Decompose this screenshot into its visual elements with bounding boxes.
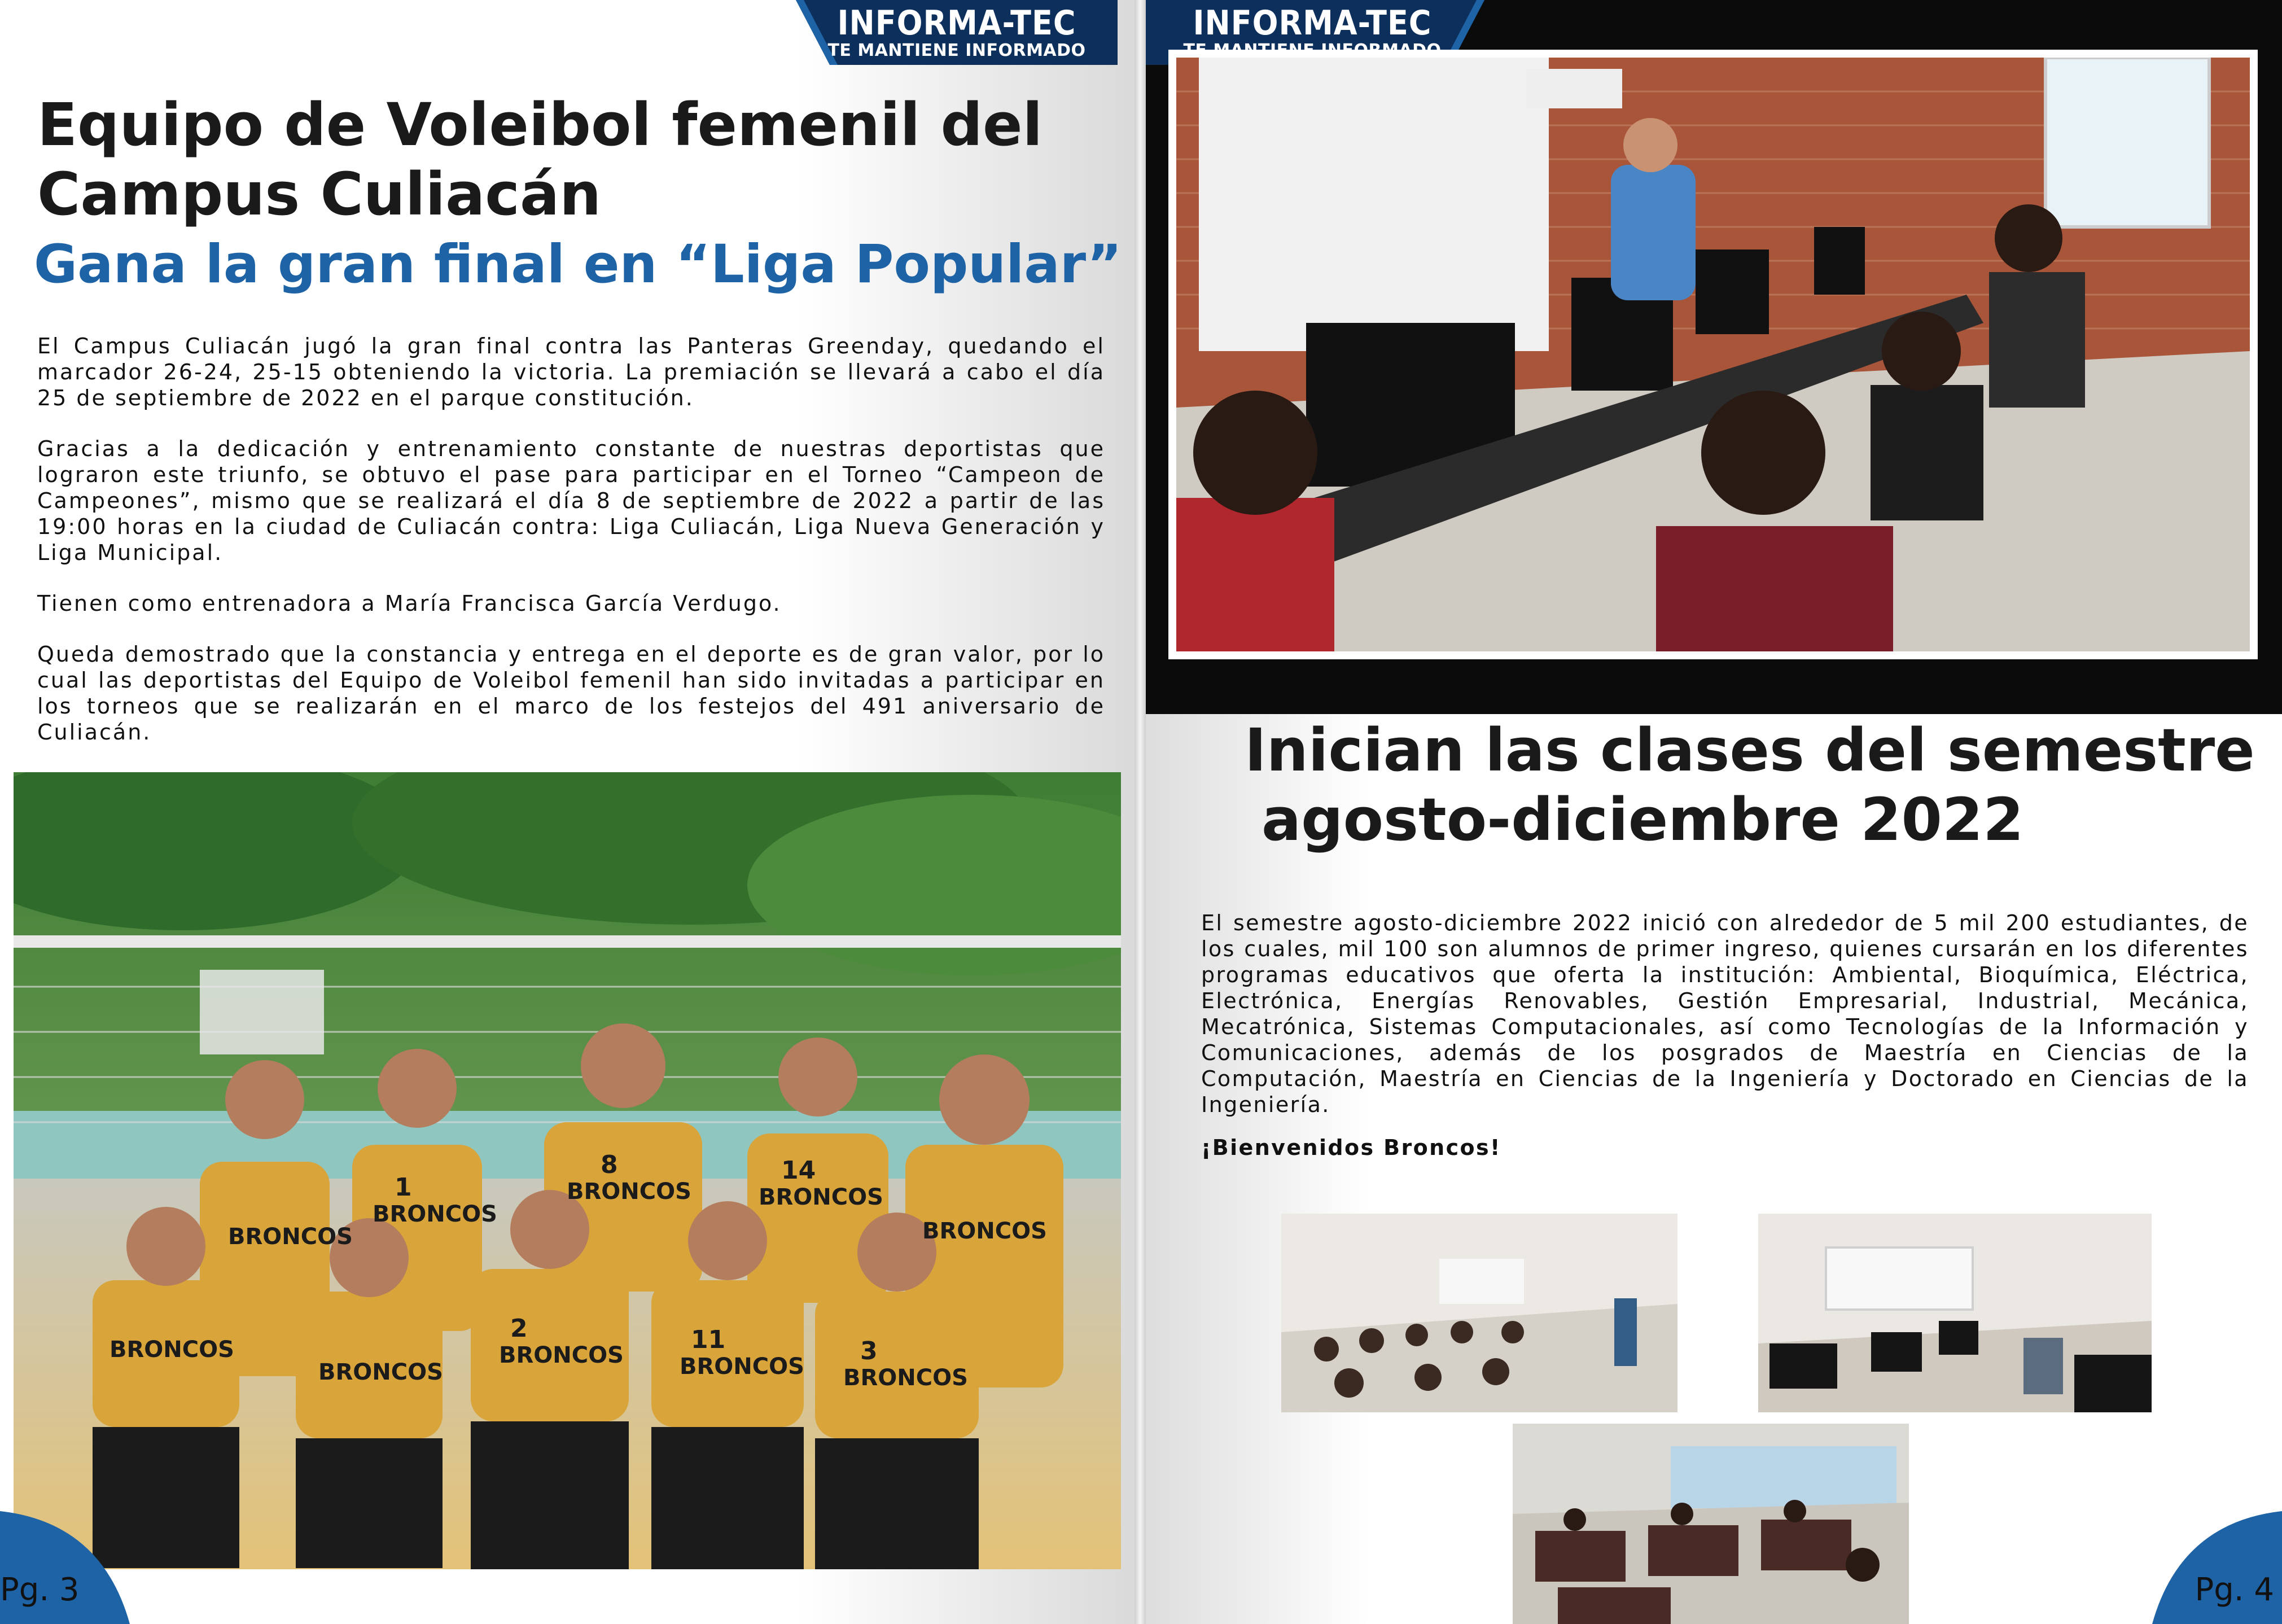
article-subtitle-volleyball: Gana la gran final en “Liga Popular” <box>34 234 1122 295</box>
page-spine <box>1135 0 1146 1624</box>
right-page <box>1140 0 2282 1624</box>
jersey-label-9: BRONCOS <box>109 1337 234 1363</box>
paragraph-3: Tienen como entrenadora a María Francisca García Verdugo. <box>37 591 782 616</box>
classroom-main-photo <box>1168 50 2258 659</box>
jersey-label-10: BRONCOS <box>318 1359 443 1385</box>
welcome-greeting: ¡Bienvenidos Broncos! <box>1201 1135 1501 1160</box>
semester-title-line-1: Inician las clases del semestre <box>1245 716 2255 785</box>
jersey-number-2: 8 <box>601 1150 618 1179</box>
title-line-1: Equipo de Voleibol femenil del <box>37 90 1043 159</box>
jersey-label-5: BRONCOS <box>680 1354 804 1380</box>
page-number-left <box>0 1500 147 1624</box>
masthead-tagline: TE MANTIENE INFORMADO <box>827 41 1086 60</box>
article-title-volleyball <box>37 90 1043 229</box>
classroom-photo-3 <box>1513 1424 1909 1624</box>
jersey-label-3: BRONCOS <box>759 1184 883 1210</box>
semester-title-line-2: agosto-diciembre 2022 <box>1262 785 2024 854</box>
classroom-main-illustration <box>1176 58 2250 651</box>
masthead-banner-left <box>796 0 1118 65</box>
article-body-volleyball <box>37 333 1105 770</box>
players-illustration <box>14 772 1121 1569</box>
page-number-label-left: Pg. 3 <box>0 1572 80 1608</box>
jersey-number-6: 3 <box>860 1337 878 1365</box>
classroom-photo-1 <box>1281 1214 1677 1412</box>
classroom-photo-2-illustration <box>1758 1214 2152 1412</box>
masthead-brand: INFORMA-TEC <box>837 3 1076 43</box>
jersey-number-4: 2 <box>510 1314 528 1343</box>
jersey-label-2: BRONCOS <box>567 1179 691 1205</box>
jersey-number-1: 1 <box>395 1173 412 1202</box>
classroom-photo-2 <box>1758 1214 2152 1412</box>
classroom-photo-1-illustration <box>1281 1214 1677 1412</box>
semester-paragraph: El semestre agosto-diciembre 2022 inició con alrededor de 5 mil 200 estudiantes, de los cuales, mil 100 son alumnos de primer ingreso, quienes cursarán en los diferentes programas educativos que oferta la institución: Ambiental, Bioquímica, Eléctrica, Electrónica, Energías Renovables, Gestión Empresarial, Industrial, Mecánica, Mecatrónica, Sistemas Computacionales, así como Tecnologías de la Información y Comunicaciones, además de los posgrados de Maestría en Ciencias de la Computación, Maestría en Ciencias de la Ingeniería y Doctorado en Ciencias de la Ingeniería. <box>1201 911 2249 1117</box>
jersey-number-5: 11 <box>691 1325 726 1354</box>
jersey-label-7: BRONCOS <box>922 1218 1047 1244</box>
page-number-right <box>2135 1500 2282 1624</box>
article-title-semester <box>1233 716 2255 854</box>
classroom-photo-3-illustration <box>1513 1424 1909 1624</box>
paragraph-1: El Campus Culiacán jugó la gran final contra las Panteras Greenday, quedando el marcador 26-24, 25-15 obteniendo la victoria. La premiación se llevará a cabo el día 25 de septiembre de 2022 en el parque constitución. <box>37 334 1105 410</box>
paragraph-4: Queda demostrado que la constancia y entrega en el deporte es de gran valor, por lo cual las deportistas del Equipo de Voleibol femenil han sido invitadas a participar en los torneos que se realizarán en el marco de los festejos del 491 aniversario de Culiacán. <box>37 642 1105 745</box>
jersey-number-3: 14 <box>781 1156 816 1185</box>
jersey-label-1: BRONCOS <box>373 1201 497 1227</box>
paragraph-2: Gracias a la dedicación y entrenamiento constante de nuestras deportistas que lograron este triunfo, se obtuvo el pase para participar en el Torneo “Campeon de Campeones”, mismo que se realizará el día 8 de septiembre de 2022 a partir de las 19:00 horas en la ciudad de Culiacán contra: Liga Culiacán, Liga Nueva Generación y Liga Municipal. <box>37 436 1105 565</box>
jersey-label-8: BRONCOS <box>228 1224 353 1250</box>
left-page <box>0 0 1140 1624</box>
team-photo <box>14 772 1121 1569</box>
masthead-brand-right: INFORMA-TEC <box>1193 3 1432 43</box>
page-number-label-right: Pg. 4 <box>2195 1572 2274 1608</box>
title-line-2: Campus Culiacán <box>37 159 602 229</box>
jersey-label-6: BRONCOS <box>843 1365 968 1391</box>
article-body-semester <box>1201 910 2249 1185</box>
jersey-label-4: BRONCOS <box>499 1342 624 1368</box>
